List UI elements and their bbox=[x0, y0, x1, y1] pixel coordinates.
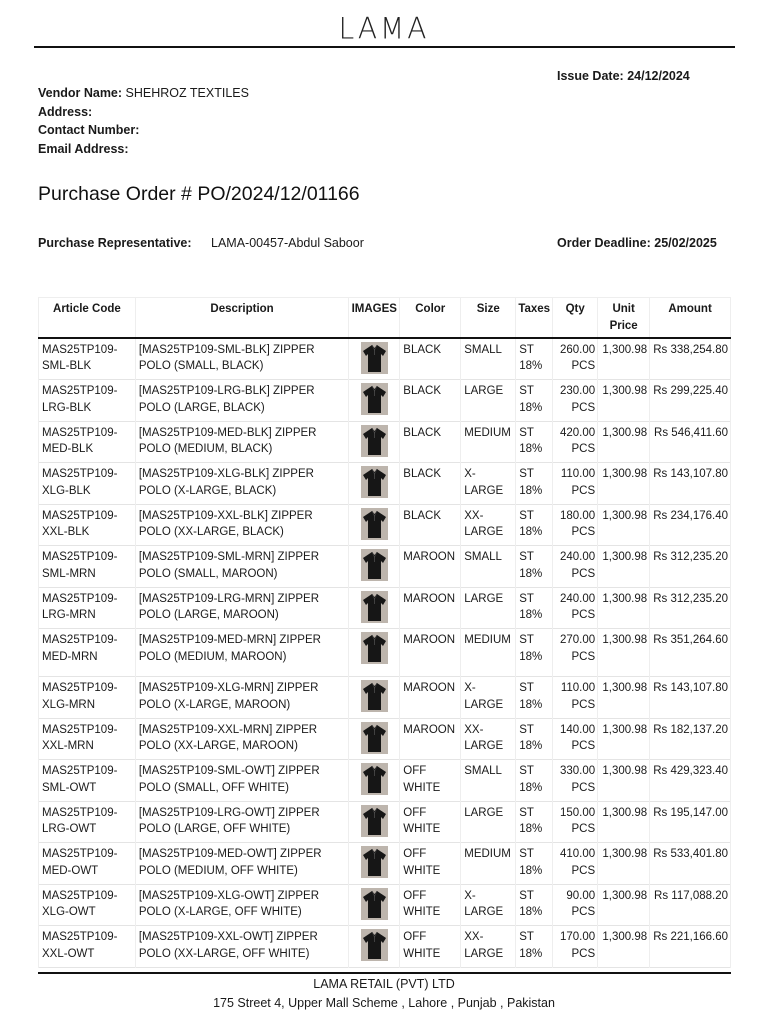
article-code-cell: MAS25TP109-SML-MRN bbox=[39, 546, 136, 588]
amount-cell: Rs 546,411.60 bbox=[650, 421, 731, 463]
polo-shirt-icon bbox=[361, 805, 388, 837]
image-cell bbox=[349, 677, 400, 719]
size-cell: SMALL bbox=[461, 338, 516, 380]
table-row bbox=[39, 504, 731, 546]
article-code-cell: MAS25TP109-SML-OWT bbox=[39, 760, 136, 802]
color-cell: OFF WHITE bbox=[400, 843, 461, 885]
vendor-email-label: Email Address: bbox=[38, 141, 129, 156]
color-cell: MAROON bbox=[400, 587, 461, 629]
qty-cell: 90.00 PCS bbox=[553, 884, 598, 926]
table-row bbox=[39, 546, 731, 588]
header-unit-price: Unit Price bbox=[598, 298, 650, 338]
order-items-table bbox=[38, 297, 731, 968]
unit-price-cell: 1,300.98 bbox=[598, 760, 650, 802]
polo-shirt-icon bbox=[361, 425, 388, 457]
amount-cell: Rs 429,323.40 bbox=[650, 760, 731, 802]
taxes-cell: ST 18% bbox=[516, 884, 553, 926]
polo-shirt-icon bbox=[361, 508, 388, 540]
qty-cell: 140.00 PCS bbox=[553, 718, 598, 760]
issue-date bbox=[557, 69, 690, 83]
header-taxes: Taxes bbox=[516, 298, 553, 338]
company-address: 175 Street 4, Upper Mall Scheme , Lahore , Punjab , Pakistan bbox=[213, 996, 555, 1010]
qty-cell: 180.00 PCS bbox=[553, 504, 598, 546]
color-cell: BLACK bbox=[400, 463, 461, 505]
header-description: Description bbox=[135, 298, 348, 338]
color-cell: MAROON bbox=[400, 718, 461, 760]
description-cell: [MAS25TP109-MED-MRN] ZIPPER POLO (MEDIUM, MAROON) bbox=[135, 629, 348, 677]
size-cell: MEDIUM bbox=[461, 843, 516, 885]
polo-shirt-icon bbox=[361, 722, 388, 754]
issue-date-label: Issue Date: bbox=[557, 69, 624, 83]
image-cell bbox=[349, 421, 400, 463]
table-row bbox=[39, 926, 731, 968]
taxes-cell: ST 18% bbox=[516, 677, 553, 719]
description-cell: [MAS25TP109-XXL-MRN] ZIPPER POLO (XX-LARGE, MAROON) bbox=[135, 718, 348, 760]
table-row bbox=[39, 760, 731, 802]
image-cell bbox=[349, 380, 400, 422]
table-row bbox=[39, 629, 731, 677]
color-cell: OFF WHITE bbox=[400, 760, 461, 802]
description-cell: [MAS25TP109-XLG-OWT] ZIPPER POLO (X-LARGE, OFF WHITE) bbox=[135, 884, 348, 926]
unit-price-cell: 1,300.98 bbox=[598, 587, 650, 629]
description-cell: [MAS25TP109-SML-BLK] ZIPPER POLO (SMALL, BLACK) bbox=[135, 338, 348, 380]
description-cell: [MAS25TP109-SML-OWT] ZIPPER POLO (SMALL, OFF WHITE) bbox=[135, 760, 348, 802]
taxes-cell: ST 18% bbox=[516, 546, 553, 588]
amount-cell: Rs 338,254.80 bbox=[650, 338, 731, 380]
color-cell: OFF WHITE bbox=[400, 884, 461, 926]
qty-cell: 110.00 PCS bbox=[553, 677, 598, 719]
taxes-cell: ST 18% bbox=[516, 421, 553, 463]
article-code-cell: MAS25TP109-SML-BLK bbox=[39, 338, 136, 380]
header-divider bbox=[34, 46, 735, 48]
header-color: Color bbox=[400, 298, 461, 338]
qty-cell: 270.00 PCS bbox=[553, 629, 598, 677]
qty-cell: 110.00 PCS bbox=[553, 463, 598, 505]
description-cell: [MAS25TP109-MED-OWT] ZIPPER POLO (MEDIUM, OFF WHITE) bbox=[135, 843, 348, 885]
image-cell bbox=[349, 760, 400, 802]
unit-price-cell: 1,300.98 bbox=[598, 380, 650, 422]
article-code-cell: MAS25TP109-MED-MRN bbox=[39, 629, 136, 677]
description-cell: [MAS25TP109-LRG-OWT] ZIPPER POLO (LARGE, OFF WHITE) bbox=[135, 801, 348, 843]
description-cell: [MAS25TP109-XLG-BLK] ZIPPER POLO (X-LARGE, BLACK) bbox=[135, 463, 348, 505]
unit-price-cell: 1,300.98 bbox=[598, 629, 650, 677]
unit-price-cell: 1,300.98 bbox=[598, 463, 650, 505]
polo-shirt-icon bbox=[361, 342, 388, 374]
taxes-cell: ST 18% bbox=[516, 843, 553, 885]
image-cell bbox=[349, 546, 400, 588]
article-code-cell: MAS25TP109-XLG-MRN bbox=[39, 677, 136, 719]
article-code-cell: MAS25TP109-XXL-OWT bbox=[39, 926, 136, 968]
unit-price-cell: 1,300.98 bbox=[598, 421, 650, 463]
taxes-cell: ST 18% bbox=[516, 338, 553, 380]
table-row bbox=[39, 718, 731, 760]
size-cell: MEDIUM bbox=[461, 421, 516, 463]
color-cell: BLACK bbox=[400, 504, 461, 546]
table-row bbox=[39, 463, 731, 505]
image-cell bbox=[349, 463, 400, 505]
header-size: Size bbox=[461, 298, 516, 338]
polo-shirt-icon bbox=[361, 591, 388, 623]
size-cell: X-LARGE bbox=[461, 677, 516, 719]
unit-price-cell: 1,300.98 bbox=[598, 718, 650, 760]
issue-date-value: 24/12/2024 bbox=[627, 69, 690, 83]
article-code-cell: MAS25TP109-LRG-BLK bbox=[39, 380, 136, 422]
taxes-cell: ST 18% bbox=[516, 926, 553, 968]
table-row bbox=[39, 884, 731, 926]
description-cell: [MAS25TP109-MED-BLK] ZIPPER POLO (MEDIUM, BLACK) bbox=[135, 421, 348, 463]
size-cell: X-LARGE bbox=[461, 884, 516, 926]
header-images: IMAGES bbox=[349, 298, 400, 338]
amount-cell: Rs 234,176.40 bbox=[650, 504, 731, 546]
polo-shirt-icon bbox=[361, 383, 388, 415]
qty-cell: 420.00 PCS bbox=[553, 421, 598, 463]
table-row bbox=[39, 587, 731, 629]
polo-shirt-icon bbox=[361, 549, 388, 581]
unit-price-cell: 1,300.98 bbox=[598, 504, 650, 546]
amount-cell: Rs 143,107.80 bbox=[650, 463, 731, 505]
unit-price-cell: 1,300.98 bbox=[598, 338, 650, 380]
article-code-cell: MAS25TP109-XLG-OWT bbox=[39, 884, 136, 926]
article-code-cell: MAS25TP109-XXL-BLK bbox=[39, 504, 136, 546]
image-cell bbox=[349, 801, 400, 843]
description-cell: [MAS25TP109-SML-MRN] ZIPPER POLO (SMALL, MAROON) bbox=[135, 546, 348, 588]
unit-price-cell: 1,300.98 bbox=[598, 926, 650, 968]
color-cell: BLACK bbox=[400, 380, 461, 422]
table-row bbox=[39, 338, 731, 380]
polo-shirt-icon bbox=[361, 888, 388, 920]
qty-cell: 240.00 PCS bbox=[553, 546, 598, 588]
unit-price-cell: 1,300.98 bbox=[598, 801, 650, 843]
article-code-cell: MAS25TP109-MED-BLK bbox=[39, 421, 136, 463]
description-cell: [MAS25TP109-XXL-OWT] ZIPPER POLO (XX-LARGE, OFF WHITE) bbox=[135, 926, 348, 968]
taxes-cell: ST 18% bbox=[516, 463, 553, 505]
amount-cell: Rs 533,401.80 bbox=[650, 843, 731, 885]
polo-shirt-icon bbox=[361, 929, 388, 961]
size-cell: SMALL bbox=[461, 760, 516, 802]
size-cell: SMALL bbox=[461, 546, 516, 588]
unit-price-cell: 1,300.98 bbox=[598, 843, 650, 885]
image-cell bbox=[349, 843, 400, 885]
size-cell: LARGE bbox=[461, 587, 516, 629]
table-header-row bbox=[39, 298, 731, 338]
article-code-cell: MAS25TP109-XLG-BLK bbox=[39, 463, 136, 505]
order-deadline-label: Order Deadline: bbox=[557, 236, 651, 250]
representative-value: LAMA-00457-Abdul Saboor bbox=[211, 236, 364, 250]
header-qty: Qty bbox=[553, 298, 598, 338]
polo-shirt-icon bbox=[361, 632, 388, 664]
taxes-cell: ST 18% bbox=[516, 587, 553, 629]
header-article-code: Article Code bbox=[39, 298, 136, 338]
qty-cell: 170.00 PCS bbox=[553, 926, 598, 968]
color-cell: BLACK bbox=[400, 421, 461, 463]
image-cell bbox=[349, 884, 400, 926]
amount-cell: Rs 312,235.20 bbox=[650, 587, 731, 629]
order-deadline-value: 25/02/2025 bbox=[654, 236, 717, 250]
color-cell: BLACK bbox=[400, 338, 461, 380]
amount-cell: Rs 117,088.20 bbox=[650, 884, 731, 926]
qty-cell: 150.00 PCS bbox=[553, 801, 598, 843]
qty-cell: 410.00 PCS bbox=[553, 843, 598, 885]
table-row bbox=[39, 380, 731, 422]
polo-shirt-icon bbox=[361, 763, 388, 795]
taxes-cell: ST 18% bbox=[516, 801, 553, 843]
company-name: LAMA RETAIL (PVT) LTD bbox=[313, 977, 455, 991]
header-amount: Amount bbox=[650, 298, 731, 338]
vendor-contact-label: Contact Number: bbox=[38, 123, 140, 137]
amount-cell: Rs 221,166.60 bbox=[650, 926, 731, 968]
vendor-name-value: SHEHROZ TEXTILES bbox=[125, 86, 249, 100]
size-cell: MEDIUM bbox=[461, 629, 516, 677]
article-code-cell: MAS25TP109-MED-OWT bbox=[39, 843, 136, 885]
table-row bbox=[39, 677, 731, 719]
representative-label: Purchase Representative: bbox=[38, 236, 192, 250]
description-cell: [MAS25TP109-LRG-BLK] ZIPPER POLO (LARGE, BLACK) bbox=[135, 380, 348, 422]
taxes-cell: ST 18% bbox=[516, 760, 553, 802]
size-cell: XX-LARGE bbox=[461, 926, 516, 968]
article-code-cell: MAS25TP109-LRG-MRN bbox=[39, 587, 136, 629]
size-cell: X-LARGE bbox=[461, 463, 516, 505]
page-title: Purchase Order # PO/2024/12/01166 bbox=[38, 183, 360, 205]
amount-cell: Rs 351,264.60 bbox=[650, 629, 731, 677]
article-code-cell: MAS25TP109-LRG-OWT bbox=[39, 801, 136, 843]
amount-cell: Rs 299,225.40 bbox=[650, 380, 731, 422]
description-cell: [MAS25TP109-XXL-BLK] ZIPPER POLO (XX-LARGE, BLACK) bbox=[135, 504, 348, 546]
amount-cell: Rs 143,107.80 bbox=[650, 677, 731, 719]
qty-cell: 330.00 PCS bbox=[553, 760, 598, 802]
table-row bbox=[39, 421, 731, 463]
vendor-name-label: Vendor Name: bbox=[38, 86, 123, 100]
article-code-cell: MAS25TP109-XXL-MRN bbox=[39, 718, 136, 760]
vendor-name-line bbox=[38, 84, 249, 103]
size-cell: LARGE bbox=[461, 801, 516, 843]
color-cell: MAROON bbox=[400, 629, 461, 677]
vendor-address-label: Address: bbox=[38, 104, 93, 119]
size-cell: XX-LARGE bbox=[461, 504, 516, 546]
table-row bbox=[39, 843, 731, 885]
polo-shirt-icon bbox=[361, 680, 388, 712]
color-cell: OFF WHITE bbox=[400, 926, 461, 968]
table-body bbox=[39, 338, 731, 968]
vendor-block bbox=[38, 84, 249, 158]
description-cell: [MAS25TP109-XLG-MRN] ZIPPER POLO (X-LARGE, MAROON) bbox=[135, 677, 348, 719]
qty-cell: 230.00 PCS bbox=[553, 380, 598, 422]
image-cell bbox=[349, 926, 400, 968]
order-deadline bbox=[557, 236, 717, 250]
amount-cell: Rs 312,235.20 bbox=[650, 546, 731, 588]
image-cell bbox=[349, 504, 400, 546]
taxes-cell: ST 18% bbox=[516, 629, 553, 677]
size-cell: XX-LARGE bbox=[461, 718, 516, 760]
polo-shirt-icon bbox=[361, 466, 388, 498]
color-cell: MAROON bbox=[400, 677, 461, 719]
taxes-cell: ST 18% bbox=[516, 380, 553, 422]
description-cell: [MAS25TP109-LRG-MRN] ZIPPER POLO (LARGE, MAROON) bbox=[135, 587, 348, 629]
image-cell bbox=[349, 718, 400, 760]
unit-price-cell: 1,300.98 bbox=[598, 884, 650, 926]
unit-price-cell: 1,300.98 bbox=[598, 677, 650, 719]
color-cell: OFF WHITE bbox=[400, 801, 461, 843]
image-cell bbox=[349, 629, 400, 677]
qty-cell: 240.00 PCS bbox=[553, 587, 598, 629]
amount-cell: Rs 182,137.20 bbox=[650, 718, 731, 760]
color-cell: MAROON bbox=[400, 546, 461, 588]
table-row bbox=[39, 801, 731, 843]
amount-cell: Rs 195,147.00 bbox=[650, 801, 731, 843]
qty-cell: 260.00 PCS bbox=[553, 338, 598, 380]
image-cell bbox=[349, 338, 400, 380]
unit-price-cell: 1,300.98 bbox=[598, 546, 650, 588]
taxes-cell: ST 18% bbox=[516, 718, 553, 760]
size-cell: LARGE bbox=[461, 380, 516, 422]
taxes-cell: ST 18% bbox=[516, 504, 553, 546]
polo-shirt-icon bbox=[361, 846, 388, 878]
brand-logo: LAMA bbox=[338, 11, 430, 46]
footer-divider bbox=[38, 972, 731, 974]
image-cell bbox=[349, 587, 400, 629]
